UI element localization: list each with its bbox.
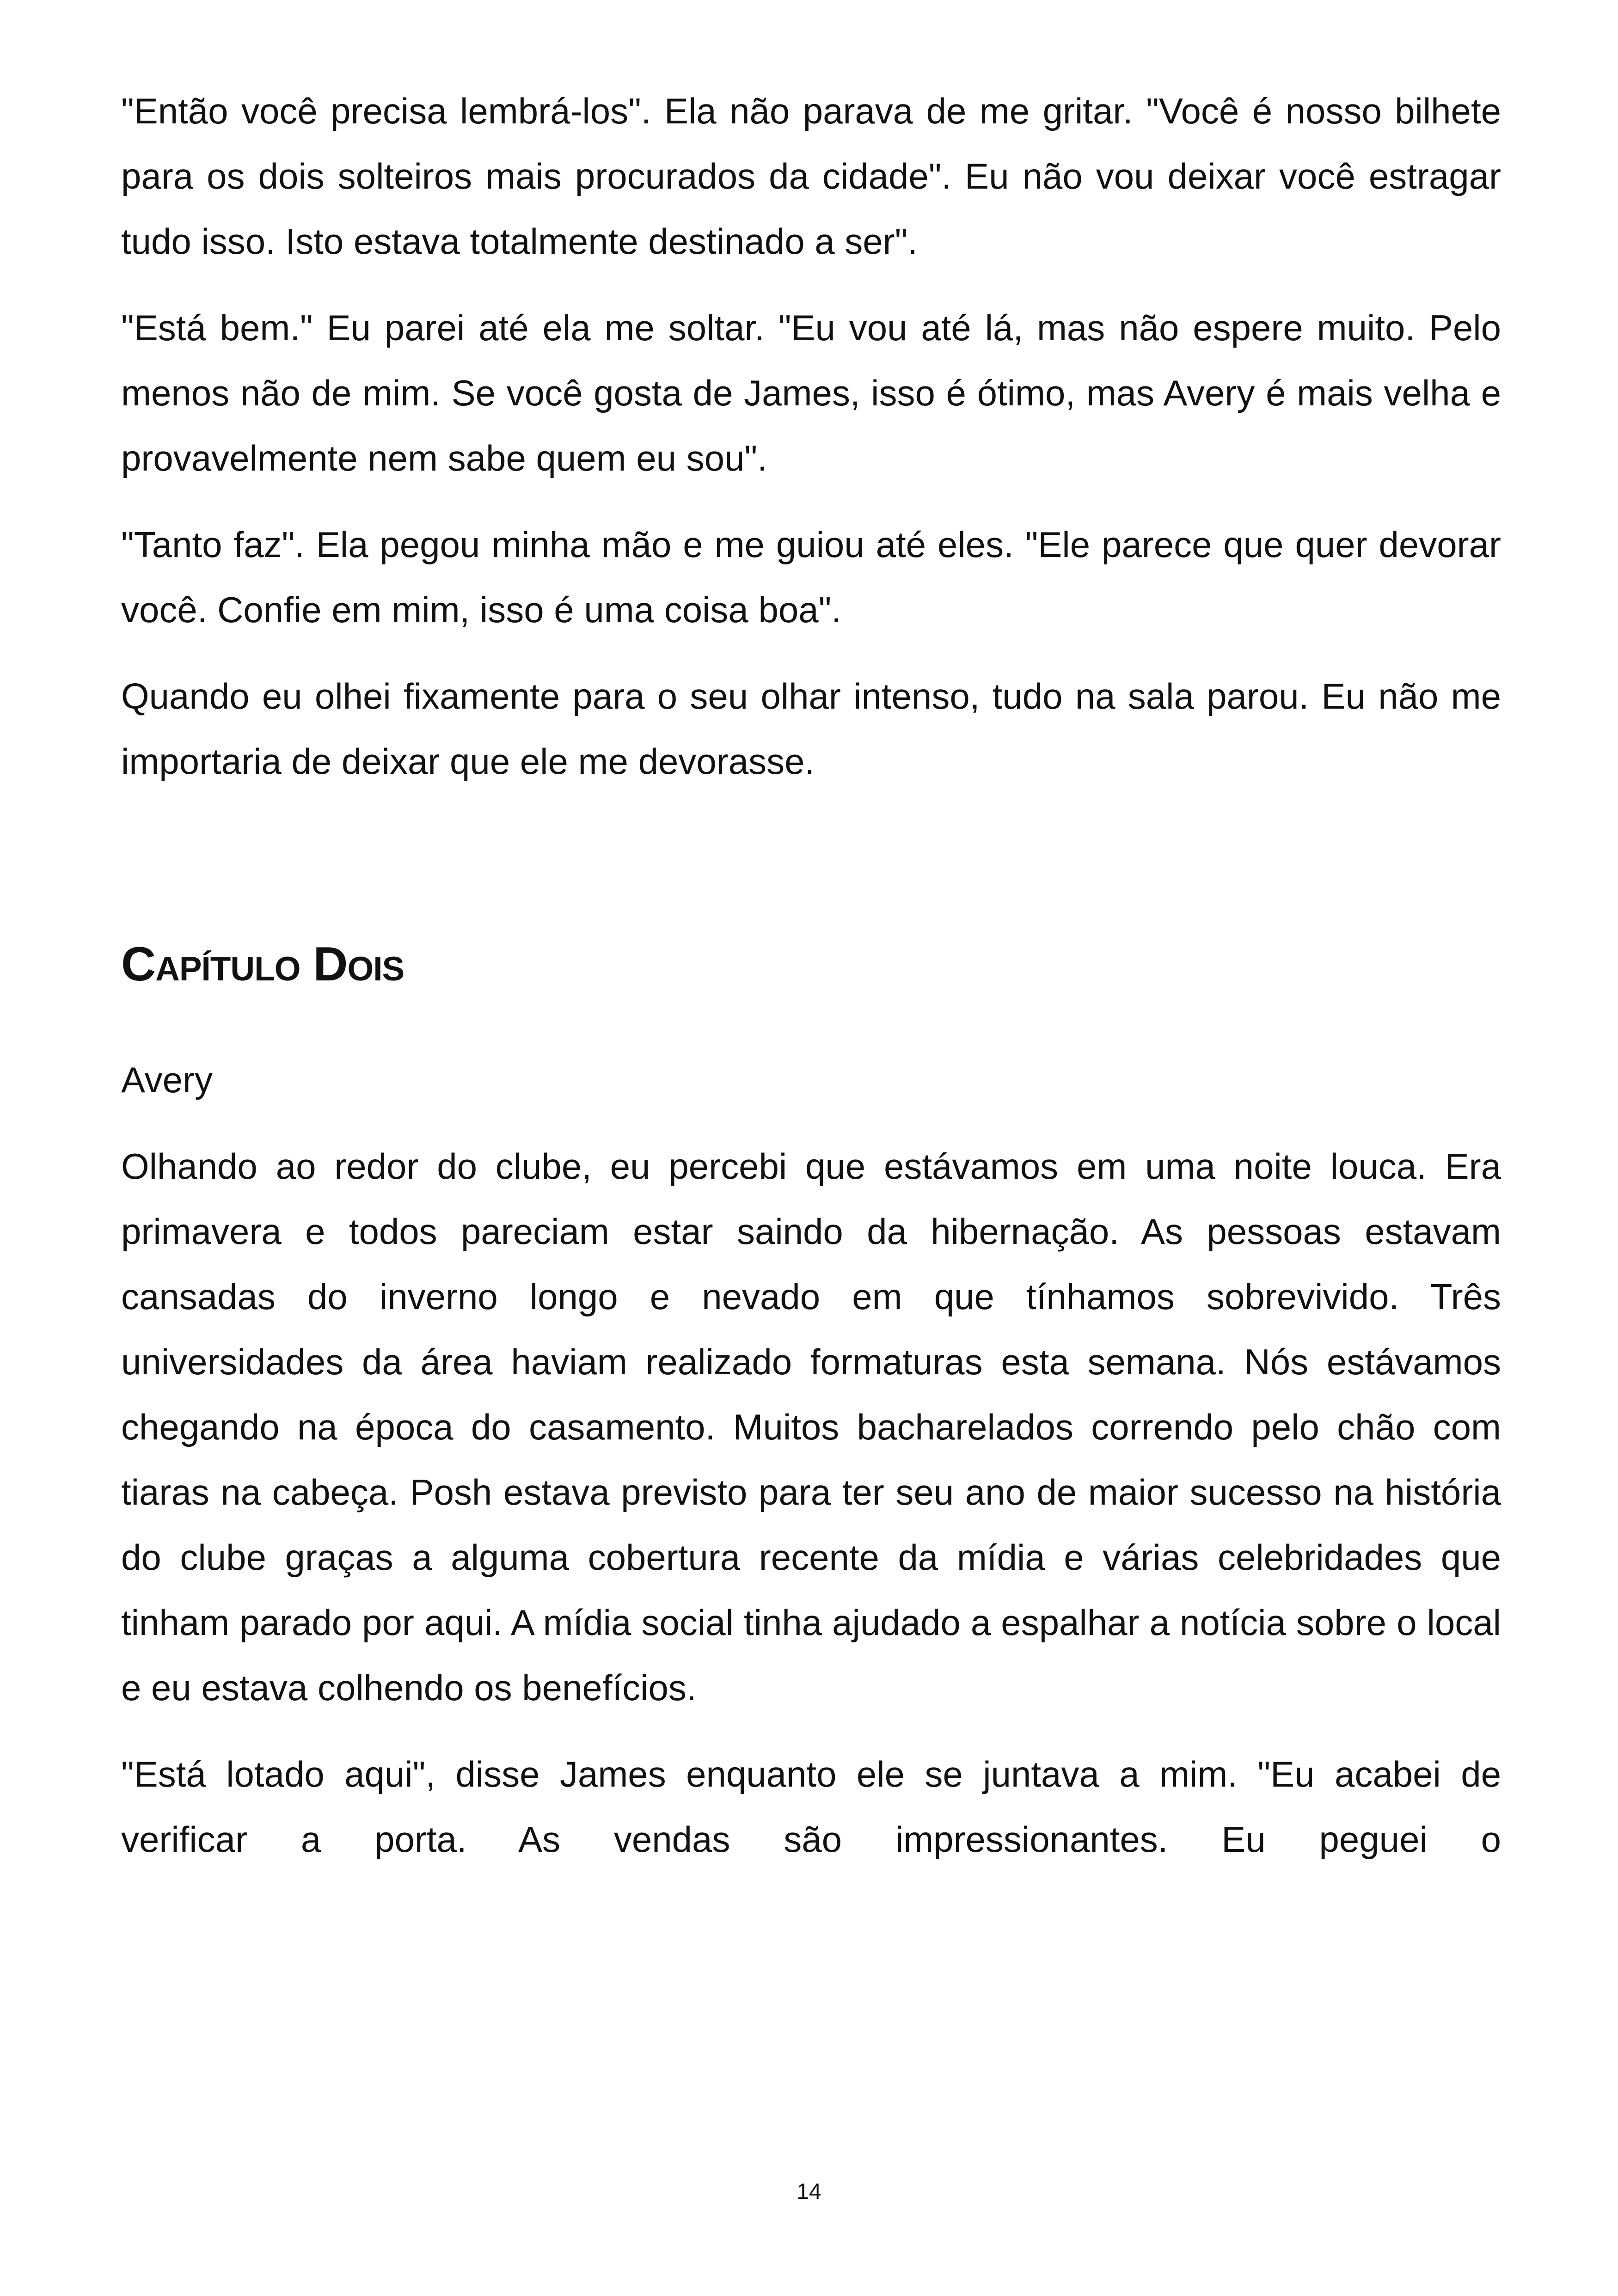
chapter-narrator: Avery [121,1059,213,1100]
paragraph: Olhando ao redor do clube, eu percebi que estávamos em uma noite louca. Era primavera e todos pareciam estar saindo da hibernação. As pessoas estavam cansadas do inverno longo e nevado em que tínhamos sobrevivido. Três universidades da área haviam realizado formaturas esta semana. Nós estávamos chegando na época do casamento. Muitos bacharelados correndo pelo chão com tiaras na cabeça. Posh estava previsto para ter seu ano de maior sucesso na história do clube graças a alguma cobertura recente da mídia e várias celebridades que tinham parado por aqui. A mídia social tinha ajudado a espalhar a notícia sobre o local e eu estava colhendo os benefícios. [121,1146,1501,1708]
paragraph: "Tanto faz". Ela pegou minha mão e me guiou até eles. "Ele parece que quer devorar você. Confie em mim, isso é uma coisa boa". [121,524,1501,630]
chapter-spacer [121,815,1501,937]
paragraph: "Então você precisa lembrá-los". Ela não parava de me gritar. "Você é nosso bilhete para os dois solteiros mais procurados da cidade". Eu não vou deixar você estragar tudo isso. Isto estava totalmente destinado a ser". [121,91,1501,262]
paragraph: Quando eu olhei fixamente para o seu olhar intenso, tudo na sala parou. Eu não me importaria de deixar que ele me devorasse. [121,676,1501,782]
page-number: 14 [797,2180,821,2204]
paragraph: "Está lotado aqui", disse James enquanto ele se juntava a mim. "Eu acabei de verificar a porta. As vendas são impressionantes. Eu peguei o [121,1754,1501,1860]
paragraph: "Está bem." Eu parei até ela me soltar. "Eu vou até lá, mas não espere muito. Pelo menos não de mim. Se você gosta de James, isso é ótimo, mas Avery é mais velha e provavelmente nem sabe quem eu sou". [121,307,1501,478]
chapter-title: Capítulo Dois [121,937,404,991]
page-body [121,79,1501,1893]
